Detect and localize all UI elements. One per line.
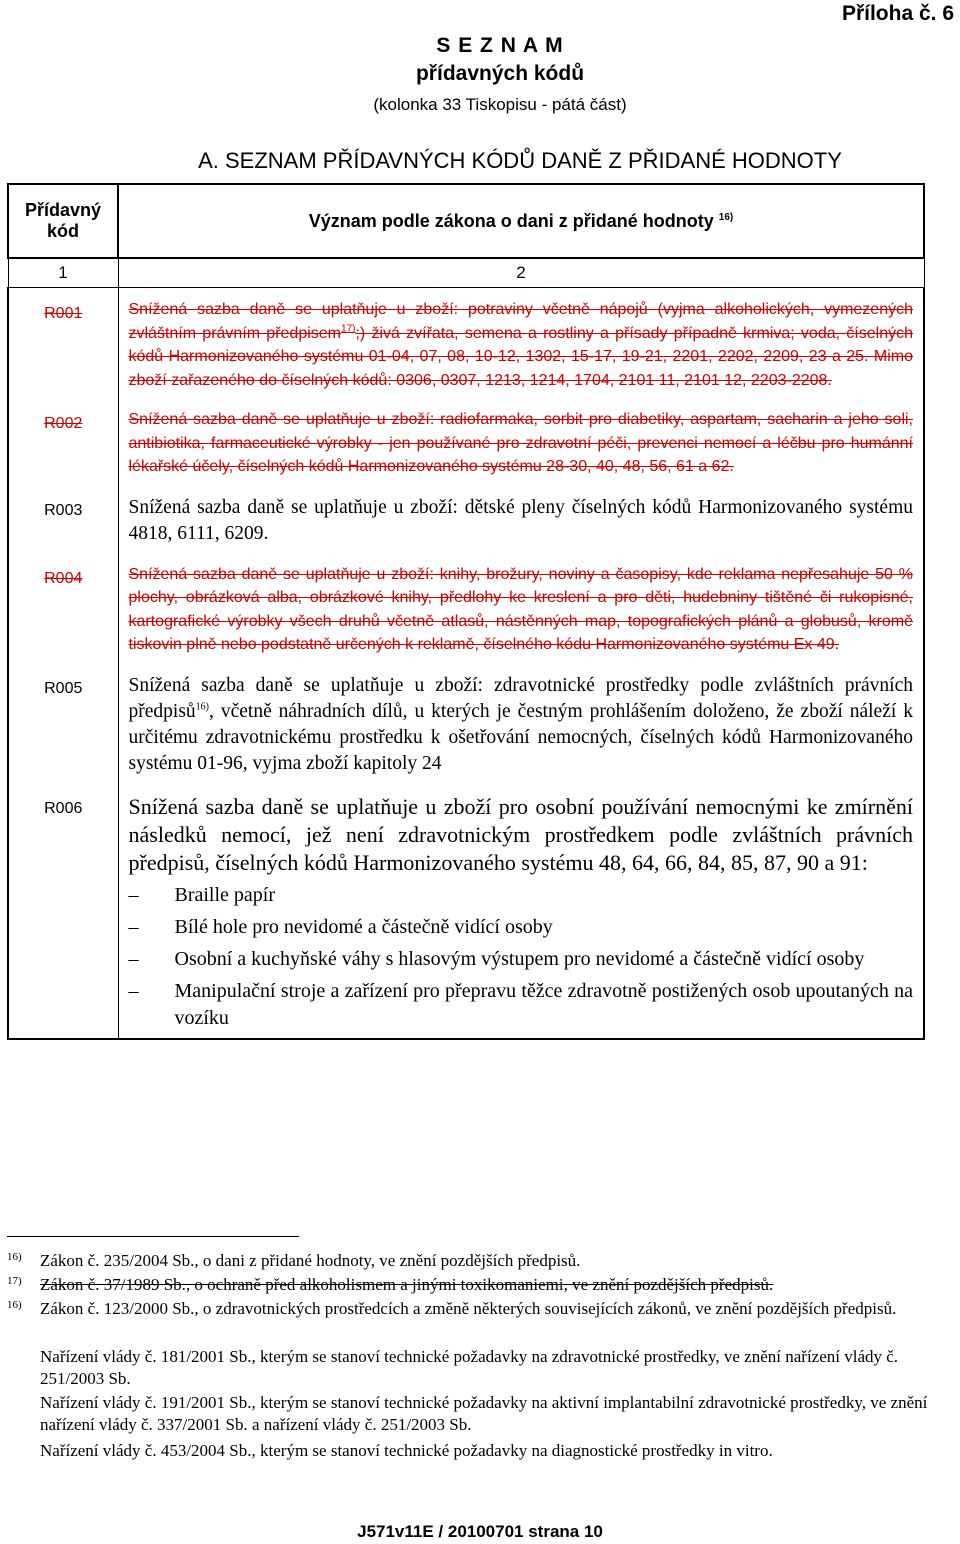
section-title: A. SEZNAM PŘÍDAVNÝCH KÓDŮ DANĚ Z PŘIDANÉ HODNOTY xyxy=(198,148,842,173)
header-code-label: Přídavný kód xyxy=(24,200,102,241)
table-row xyxy=(8,553,924,663)
footnote-16b xyxy=(7,1298,957,1320)
row-meaning xyxy=(118,663,924,783)
row-code: R006 xyxy=(8,783,118,1039)
table-row xyxy=(8,485,924,553)
column-number-1: 1 xyxy=(8,258,118,288)
row-text: Snížená sazba daně se uplatňuje u zboží: potraviny včetně nápojů (vyjma alkoholických, vymezených zvláštním právním předpisem xyxy=(128,301,913,342)
row-meaning: Snížená sazba daně se uplatňuje u zboží: dětské pleny číselných kódů Harmonizovaného systému 4818, 6111, 6209. xyxy=(118,485,924,553)
item-list xyxy=(129,882,914,1032)
dash-icon: – xyxy=(128,915,139,938)
footnote-mark: 16) xyxy=(7,1251,22,1263)
row-code: R001 xyxy=(8,288,118,399)
list-item xyxy=(129,882,914,909)
footnote-ref: 17) xyxy=(341,323,356,335)
row-meaning: Snížená sazba daně se uplatňuje u zboží: radiofarmaka, sorbit pro diabetiky, aspartam, sacharin a jeho soli, antibiotika, farmaceutické výrobky - jen používané pro zdravotní péči, prevenci nemocí a léčbu pro humánní lékařské účely, číselných kódů Harmonizovaného systému 28-30, 40, 48, 56, 61 a 62. xyxy=(118,398,924,485)
document-note: (kolonka 33 Tiskopisu - pátá část) xyxy=(373,95,627,114)
list-item-text: Braille papír xyxy=(174,883,276,906)
header-meaning-label: Význam podle zákona o dani z přidané hodnoty xyxy=(308,210,714,231)
regulation-1: Nařízení vlády č. 181/2001 Sb., kterým se stanoví technické požadavky na zdravotnické prostředky, ve znění nařízení vlády č. 251/2003 Sb. xyxy=(40,1347,899,1388)
footnote-text: Zákon č. 37/1989 Sb., o ochraně před alkoholismem a jinými toxikomaniemi, ve znění pozdějších předpisů. xyxy=(40,1275,774,1294)
row-text: , včetně náhradních dílů, u kterých je čestným prohlášením doloženo, že zboží náleží k určitému zdravotnickému prostředku k ošetřování nemocných, číselných kódů Harmonizovaného systému 01-96, vyjma zboží kapitoly 24 xyxy=(128,700,913,774)
table-row xyxy=(8,398,924,485)
list-item-text: Manipulační stroje a zařízení pro přepravu těžce zdravotně postižených osob upoutaných na vozíku xyxy=(174,979,913,1029)
dash-icon: – xyxy=(128,979,139,1002)
row-text: ;) živá zvířata, semena a rostliny a přísady případně krmiva; voda, číselných kódů Harmonizovaného systému 01-04, 07, 08, 10-12, 1302, 15-17, 19-21, 2201, 2202, 2209, 23 a 25. Mimo zboží zařazeného do číselných kódů: 0306, 0307, 1213, 1214, 1704, 2101 11, 2101 12, 2203-2208. xyxy=(128,324,913,389)
row-meaning: Snížená sazba daně se uplatňuje u zboží: knihy, brožury, noviny a časopisy, kde reklama nepřesahuje 50 % plochy, obrázková alba, obrázkové knihy, předlohy ke kreslení a pro děti, hudebniny tištěné či rukopisné, kartografické výrobky všech druhů včetně atlasů, nástěnných map, topografických plánů a globusů, kromě tiskovin plně nebo podstatně určených k reklamě, číselného kódu Harmonizovaného systému Ex 49. xyxy=(118,553,924,663)
column-number-row xyxy=(8,258,924,288)
document-title: S E Z N A M xyxy=(436,34,564,57)
footnote-16 xyxy=(7,1250,957,1272)
table-row xyxy=(8,663,924,783)
header-meaning xyxy=(118,184,924,258)
footnote-text: Zákon č. 123/2000 Sb., o zdravotnických prostředcích a změně některých souvisejících zákonů, ve znění pozdějších předpisů. xyxy=(40,1299,897,1318)
annex-label: Příloha č. 6 xyxy=(841,2,954,25)
dash-icon: – xyxy=(128,947,139,970)
dash-icon: – xyxy=(128,883,139,906)
footnote-mark: 16) xyxy=(7,1299,22,1311)
footnote-text: Zákon č. 235/2004 Sb., o dani z přidané hodnoty, ve znění pozdějších předpisů. xyxy=(40,1251,581,1270)
column-number-2: 2 xyxy=(118,258,924,288)
codes-table xyxy=(7,183,925,1040)
table-header-row xyxy=(8,184,924,258)
list-item xyxy=(129,978,914,1032)
row-text: Snížená sazba daně se uplatňuje u zboží: zdravotnické prostředky podle zvláštních právních předpisů xyxy=(128,674,913,722)
list-item-text: Osobní a kuchyňské váhy s hlasovým výstupem pro nevidomé a částečně vidící osoby xyxy=(174,947,865,970)
row-meaning xyxy=(118,288,924,399)
page-footer: J571v11E / 20100701 strana 10 xyxy=(357,1522,603,1541)
row-code: R002 xyxy=(8,398,118,485)
regulation-2: Nařízení vlády č. 191/2001 Sb., kterým se stanoví technické požadavky na aktivní implantabilní zdravotnické prostředky, ve znění nařízení vlády č. 337/2001 Sb. a nařízení vlády č. 251/2003 Sb. xyxy=(40,1393,928,1434)
table-row xyxy=(8,783,924,1039)
footnote-ref: 16) xyxy=(195,701,209,712)
row-text: Snížená sazba daně se uplatňuje u zboží pro osobní používání nemocnými ke zmírnění následků nemocí, jež není zdravotnickým prostředkem podle zvláštních právních předpisů, číselných kódů Harmonizovaného systému 48, 64, 66, 84, 85, 87, 90 a 91: xyxy=(128,793,913,875)
regulation-3: Nařízení vlády č. 453/2004 Sb., kterým se stanoví technické požadavky na diagnostické prostředky in vitro. xyxy=(40,1441,773,1460)
row-meaning xyxy=(118,783,924,1039)
header-footnote-ref: 16) xyxy=(718,211,734,223)
list-item-text: Bílé hole pro nevidomé a částečně vidící osoby xyxy=(174,915,553,938)
footnote-mark: 17) xyxy=(7,1275,22,1287)
document-subtitle: přídavných kódů xyxy=(415,62,585,85)
footnote-divider xyxy=(7,1236,299,1237)
header-code xyxy=(8,184,118,258)
row-code: R005 xyxy=(8,663,118,783)
list-item xyxy=(129,946,914,973)
row-code: R003 xyxy=(8,485,118,553)
list-item xyxy=(129,914,914,941)
table-row xyxy=(8,288,924,399)
row-code: R004 xyxy=(8,553,118,663)
footnote-17 xyxy=(7,1274,957,1296)
